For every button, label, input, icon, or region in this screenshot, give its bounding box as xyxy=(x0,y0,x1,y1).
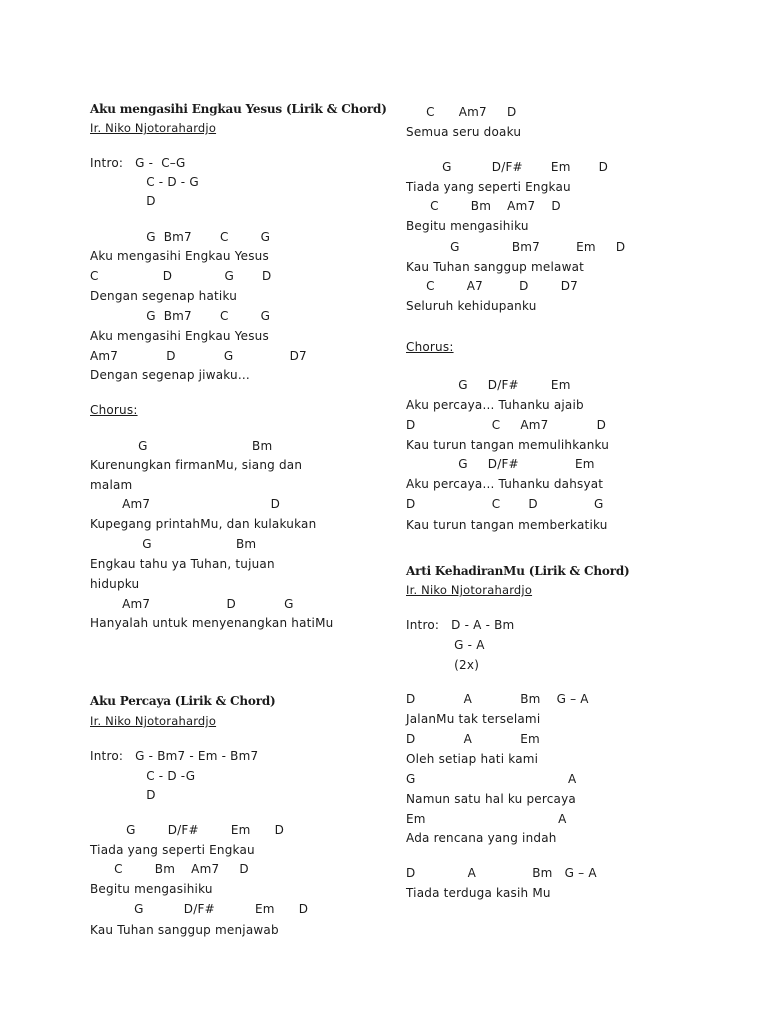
lyric-line: Tiada yang seperti Engkau xyxy=(90,843,255,857)
lyric-line: Em A xyxy=(406,812,567,826)
section-label: Chorus: xyxy=(406,340,454,354)
lyric-line: (2x) xyxy=(406,658,480,672)
lyric-line: Kupegang printahMu, dan kulakukan xyxy=(90,517,317,531)
lyric-line: G Bm7 C G xyxy=(90,309,271,323)
lyric-line: hidupku xyxy=(90,577,140,591)
lyric-line: Namun satu hal ku percaya xyxy=(406,792,576,806)
song-title: Aku Percaya (Lirik & Chord) xyxy=(90,694,276,708)
song-author: Ir. Niko Njotorahardjo xyxy=(90,714,217,728)
lyric-line: Seluruh kehidupanku xyxy=(406,299,537,313)
lyric-line: Begitu mengasihiku xyxy=(406,219,529,233)
lyric-line: Intro: G - Bm7 - Em - Bm7 xyxy=(90,749,259,763)
lyric-line: G Bm7 C G xyxy=(90,230,271,244)
lyric-line: Am7 D xyxy=(90,497,281,511)
lyric-line: Kau Tuhan sanggup menjawab xyxy=(90,923,279,937)
lyric-line: C A7 D D7 xyxy=(406,279,578,293)
lyric-line: G - A xyxy=(406,638,485,652)
lyric-line: Aku percaya... Tuhanku dahsyat xyxy=(406,477,604,491)
lyric-line: Aku mengasihi Engkau Yesus xyxy=(90,329,269,343)
lyric-line: Dengan segenap hatiku xyxy=(90,289,238,303)
lyric-line: Am7 D G D7 xyxy=(90,349,307,363)
lyric-line: Intro: G - C–G xyxy=(90,156,186,170)
lyric-line: G Bm xyxy=(90,537,257,551)
lyric-line: G D/F# Em xyxy=(406,457,595,471)
lyric-line: C Bm Am7 D xyxy=(90,862,249,876)
lyric-line: Hanyalah untuk menyenangkan hatiMu xyxy=(90,616,334,630)
lyric-line: Aku mengasihi Engkau Yesus xyxy=(90,249,269,263)
lyric-line: D A Em xyxy=(406,732,540,746)
section-label: Chorus: xyxy=(90,403,138,417)
lyric-line: Engkau tahu ya Tuhan, tujuan xyxy=(90,557,275,571)
lyric-line: C - D - G xyxy=(90,175,199,189)
lyric-line: C Am7 D xyxy=(406,105,517,119)
lyric-line: G D/F# Em D xyxy=(406,160,609,174)
song-author: Ir. Niko Njotorahardjo xyxy=(90,121,217,135)
lyric-line: Tiada yang seperti Engkau xyxy=(406,180,571,194)
song-title: Aku mengasihi Engkau Yesus (Lirik & Chord) xyxy=(90,102,387,116)
song-title: Arti KehadiranMu (Lirik & Chord) xyxy=(406,564,630,578)
lyric-line: D xyxy=(90,194,156,208)
lyric-line: C D G D xyxy=(90,269,272,283)
lyric-line: malam xyxy=(90,478,133,492)
lyric-line: Am7 D G xyxy=(90,597,294,611)
lyric-line: G Bm xyxy=(90,439,273,453)
lyric-line: G D/F# Em xyxy=(406,378,571,392)
lyric-line: C Bm Am7 D xyxy=(406,199,561,213)
lyric-line: D xyxy=(90,788,156,802)
lyric-line: D C Am7 D xyxy=(406,418,607,432)
lyric-line: D A Bm G – A xyxy=(406,692,589,706)
lyric-line: Kurenungkan firmanMu, siang dan xyxy=(90,458,303,472)
lyric-line: Begitu mengasihiku xyxy=(90,882,213,896)
lyric-line: G A xyxy=(406,772,577,786)
lyric-line: C - D -G xyxy=(90,769,196,783)
song-author: Ir. Niko Njotorahardjo xyxy=(406,583,533,597)
lyric-line: Oleh setiap hati kami xyxy=(406,752,539,766)
lyric-line: G D/F# Em D xyxy=(90,902,309,916)
lyric-line: Kau Tuhan sanggup melawat xyxy=(406,260,585,274)
lyric-line: Tiada terduga kasih Mu xyxy=(406,886,551,900)
lyric-line: Kau turun tangan memulihkanku xyxy=(406,438,610,452)
lyric-line: JalanMu tak terselami xyxy=(406,712,541,726)
lyric-line: Ada rencana yang indah xyxy=(406,831,557,845)
lyric-line: Semua seru doaku xyxy=(406,125,522,139)
lyric-line: D C D G xyxy=(406,497,604,511)
lyric-line: G Bm7 Em D xyxy=(406,240,626,254)
lyric-line: Dengan segenap jiwaku... xyxy=(90,368,250,382)
lyric-line: Aku percaya... Tuhanku ajaib xyxy=(406,398,584,412)
lyric-line: Intro: D - A - Bm xyxy=(406,618,515,632)
lyric-line: Kau turun tangan memberkatiku xyxy=(406,518,608,532)
lyric-line: D A Bm G – A xyxy=(406,866,597,880)
lyric-line: G D/F# Em D xyxy=(90,823,285,837)
